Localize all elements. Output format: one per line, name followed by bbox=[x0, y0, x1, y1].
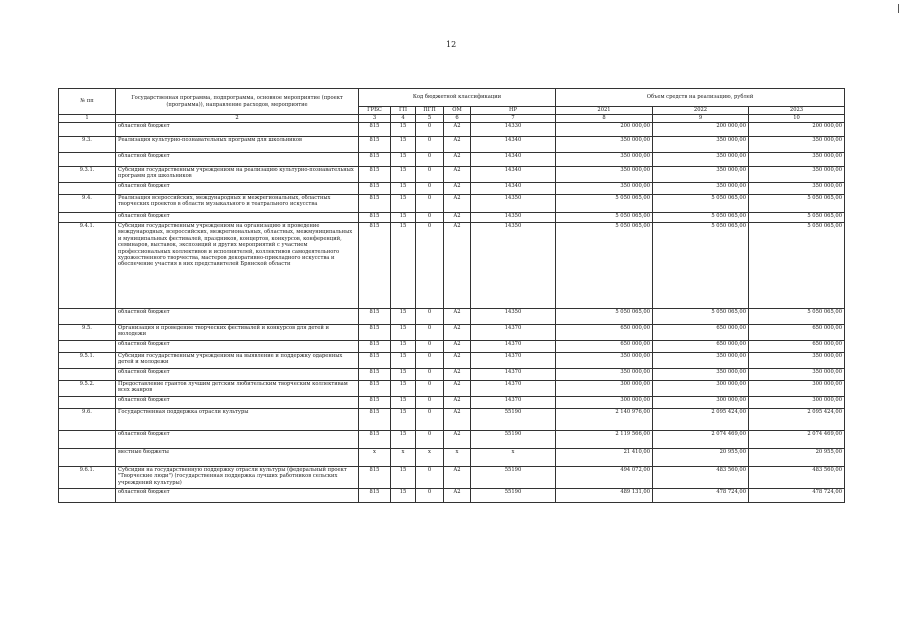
row-grbs-cell: 815 bbox=[359, 223, 391, 309]
row-gp-cell: 15 bbox=[391, 341, 416, 353]
row-amount-2023: 350 000,00 bbox=[749, 353, 845, 369]
row-gp-cell: 15 bbox=[391, 489, 416, 503]
row-pgp-cell: 0 bbox=[416, 213, 444, 223]
row-om-cell: А2 bbox=[444, 183, 471, 195]
row-om-cell: А2 bbox=[444, 325, 471, 341]
row-nr-cell: 55190 bbox=[471, 489, 556, 503]
row-pgp-cell: 0 bbox=[416, 153, 444, 167]
table-row bbox=[59, 431, 845, 449]
header-colnum-5: 5 bbox=[416, 115, 444, 123]
row-name-cell: областной бюджет bbox=[116, 183, 359, 195]
table-row bbox=[59, 223, 845, 309]
row-pgp-cell: 0 bbox=[416, 353, 444, 369]
row-name-cell: областной бюджет bbox=[116, 123, 359, 137]
table-row bbox=[59, 123, 845, 137]
row-amount-2022: 2 095 424,00 bbox=[653, 409, 749, 431]
row-amount-2023: 300 000,00 bbox=[749, 381, 845, 397]
header-colnum-8: 8 bbox=[556, 115, 653, 123]
row-om-cell: x bbox=[444, 449, 471, 467]
row-pgp-cell: 0 bbox=[416, 167, 444, 183]
row-amount-2021: 200 000,00 bbox=[556, 123, 653, 137]
row-pgp-cell: 0 bbox=[416, 325, 444, 341]
row-amount-2021: 5 050 065,00 bbox=[556, 195, 653, 213]
header-year-2022: 2022 bbox=[653, 107, 749, 115]
row-amount-2023: 483 560,00 bbox=[749, 467, 845, 489]
row-pgp-cell: 0 bbox=[416, 223, 444, 309]
row-amount-2023: 478 724,00 bbox=[749, 489, 845, 503]
row-nr-cell: 14370 bbox=[471, 341, 556, 353]
header-colnum-3: 3 bbox=[359, 115, 391, 123]
row-amount-2021: 5 050 065,00 bbox=[556, 223, 653, 309]
row-pgp-cell: 0 bbox=[416, 309, 444, 325]
row-num-cell: 9.3. bbox=[59, 137, 116, 153]
row-name-cell: областной бюджет bbox=[116, 369, 359, 381]
row-name-cell: Организация и проведение творческих фестивалей и конкурсов для детей и молодежи bbox=[116, 325, 359, 341]
row-nr-cell: 14350 bbox=[471, 223, 556, 309]
table-row bbox=[59, 153, 845, 167]
row-nr-cell: 14340 bbox=[471, 153, 556, 167]
row-gp-cell: 15 bbox=[391, 167, 416, 183]
row-gp-cell: 15 bbox=[391, 431, 416, 449]
row-gp-cell: 15 bbox=[391, 213, 416, 223]
row-amount-2023: 350 000,00 bbox=[749, 153, 845, 167]
row-gp-cell: 15 bbox=[391, 381, 416, 397]
row-amount-2021: 494 072,00 bbox=[556, 467, 653, 489]
row-grbs-cell: 815 bbox=[359, 341, 391, 353]
row-grbs-cell: 815 bbox=[359, 369, 391, 381]
row-om-cell: А2 bbox=[444, 137, 471, 153]
row-nr-cell: 14350 bbox=[471, 309, 556, 325]
header-num: № пп bbox=[59, 89, 116, 115]
row-num-cell bbox=[59, 397, 116, 409]
header-grbs: ГРБС bbox=[359, 107, 391, 115]
row-num-cell bbox=[59, 341, 116, 353]
row-amount-2022: 5 050 065,00 bbox=[653, 223, 749, 309]
row-pgp-cell: 0 bbox=[416, 467, 444, 489]
row-pgp-cell: 0 bbox=[416, 369, 444, 381]
row-om-cell: А2 bbox=[444, 153, 471, 167]
row-grbs-cell: 815 bbox=[359, 153, 391, 167]
header-colnum-2: 2 bbox=[116, 115, 359, 123]
row-gp-cell: 15 bbox=[391, 137, 416, 153]
row-pgp-cell: 0 bbox=[416, 489, 444, 503]
header-codes-group: Код бюджетной классификации bbox=[359, 89, 556, 107]
header-year-2021: 2021 bbox=[556, 107, 653, 115]
header-colnum-10: 10 bbox=[749, 115, 845, 123]
row-nr-cell: 14370 bbox=[471, 353, 556, 369]
row-pgp-cell: 0 bbox=[416, 431, 444, 449]
table-body bbox=[59, 123, 845, 503]
table-row bbox=[59, 183, 845, 195]
row-pgp-cell: 0 bbox=[416, 137, 444, 153]
row-grbs-cell: 815 bbox=[359, 183, 391, 195]
row-name-cell: областной бюджет bbox=[116, 489, 359, 503]
row-amount-2021: 350 000,00 bbox=[556, 369, 653, 381]
row-amount-2022: 483 560,00 bbox=[653, 467, 749, 489]
row-pgp-cell: 0 bbox=[416, 341, 444, 353]
row-amount-2021: 5 050 065,00 bbox=[556, 309, 653, 325]
budget-table-container bbox=[58, 88, 844, 503]
row-pgp-cell: 0 bbox=[416, 183, 444, 195]
row-name-cell: Субсидии на государственную поддержку отрасли культуры (федеральный проект "Творческие люди") (государственная поддержка лучших работников сельских учреждений культуры) bbox=[116, 467, 359, 489]
row-amount-2021: 650 000,00 bbox=[556, 341, 653, 353]
row-om-cell: А2 bbox=[444, 369, 471, 381]
row-amount-2021: 350 000,00 bbox=[556, 167, 653, 183]
row-amount-2022: 350 000,00 bbox=[653, 369, 749, 381]
row-num-cell bbox=[59, 489, 116, 503]
row-num-cell: 9.4. bbox=[59, 195, 116, 213]
row-name-cell: Субсидии государственным учреждениям на реализацию культурно-познавательных программ для школьников bbox=[116, 167, 359, 183]
row-name-cell: областной бюджет bbox=[116, 431, 359, 449]
row-name-cell: областной бюджет bbox=[116, 153, 359, 167]
row-amount-2023: 5 050 065,00 bbox=[749, 223, 845, 309]
row-num-cell: 9.4.1. bbox=[59, 223, 116, 309]
row-gp-cell: 15 bbox=[391, 397, 416, 409]
table-row bbox=[59, 381, 845, 397]
row-gp-cell: 15 bbox=[391, 223, 416, 309]
row-gp-cell: 15 bbox=[391, 153, 416, 167]
row-num-cell: 9.6.1. bbox=[59, 467, 116, 489]
row-gp-cell: 15 bbox=[391, 369, 416, 381]
table-row bbox=[59, 449, 845, 467]
table-row bbox=[59, 167, 845, 183]
row-om-cell: А2 bbox=[444, 381, 471, 397]
row-amount-2023: 350 000,00 bbox=[749, 369, 845, 381]
row-om-cell: А2 bbox=[444, 223, 471, 309]
row-amount-2022: 300 000,00 bbox=[653, 381, 749, 397]
row-amount-2023: 650 000,00 bbox=[749, 325, 845, 341]
header-funds-group: Объем средств на реализацию, рублей bbox=[556, 89, 845, 107]
header-gp: ГП bbox=[391, 107, 416, 115]
row-name-cell: Субсидии государственным учреждениям на выявление и поддержку одаренных детей и молодежи bbox=[116, 353, 359, 369]
row-name-cell: местные бюджеты bbox=[116, 449, 359, 467]
row-amount-2021: 350 000,00 bbox=[556, 137, 653, 153]
table-row bbox=[59, 409, 845, 431]
row-pgp-cell: 0 bbox=[416, 195, 444, 213]
row-amount-2021: 21 410,00 bbox=[556, 449, 653, 467]
row-gp-cell: 15 bbox=[391, 409, 416, 431]
row-num-cell: 9.3.1. bbox=[59, 167, 116, 183]
row-amount-2021: 5 050 065,00 bbox=[556, 213, 653, 223]
row-amount-2023: 5 050 065,00 bbox=[749, 195, 845, 213]
row-num-cell: 9.5.2. bbox=[59, 381, 116, 397]
row-nr-cell: 14370 bbox=[471, 325, 556, 341]
row-om-cell: А2 bbox=[444, 213, 471, 223]
row-pgp-cell: x bbox=[416, 449, 444, 467]
row-num-cell bbox=[59, 153, 116, 167]
header-year-2023: 2023 bbox=[749, 107, 845, 115]
row-om-cell: А2 bbox=[444, 353, 471, 369]
row-nr-cell: 14340 bbox=[471, 137, 556, 153]
header-colnum-4: 4 bbox=[391, 115, 416, 123]
header-colnum-1: 1 bbox=[59, 115, 116, 123]
row-num-cell: 9.6. bbox=[59, 409, 116, 431]
row-gp-cell: 15 bbox=[391, 195, 416, 213]
table-row bbox=[59, 195, 845, 213]
row-grbs-cell: 815 bbox=[359, 381, 391, 397]
row-num-cell: 9.5.1. bbox=[59, 353, 116, 369]
row-om-cell: А2 bbox=[444, 167, 471, 183]
row-grbs-cell: 815 bbox=[359, 489, 391, 503]
row-nr-cell: x bbox=[471, 449, 556, 467]
row-nr-cell: 55190 bbox=[471, 467, 556, 489]
row-name-cell: областной бюджет bbox=[116, 309, 359, 325]
row-num-cell bbox=[59, 123, 116, 137]
row-name-cell: областной бюджет bbox=[116, 341, 359, 353]
row-grbs-cell: 815 bbox=[359, 431, 391, 449]
row-amount-2021: 2 119 566,00 bbox=[556, 431, 653, 449]
row-name-cell: Государственная поддержка отрасли культуры bbox=[116, 409, 359, 431]
row-num-cell bbox=[59, 183, 116, 195]
header-om: ОМ bbox=[444, 107, 471, 115]
row-amount-2022: 20 955,00 bbox=[653, 449, 749, 467]
row-num-cell bbox=[59, 449, 116, 467]
row-amount-2022: 350 000,00 bbox=[653, 137, 749, 153]
row-pgp-cell: 0 bbox=[416, 123, 444, 137]
row-amount-2023: 650 000,00 bbox=[749, 341, 845, 353]
row-amount-2022: 478 724,00 bbox=[653, 489, 749, 503]
row-num-cell bbox=[59, 369, 116, 381]
row-nr-cell: 55190 bbox=[471, 409, 556, 431]
row-amount-2023: 350 000,00 bbox=[749, 137, 845, 153]
row-amount-2022: 650 000,00 bbox=[653, 325, 749, 341]
row-amount-2022: 5 050 065,00 bbox=[653, 213, 749, 223]
table-row bbox=[59, 341, 845, 353]
row-num-cell bbox=[59, 213, 116, 223]
row-amount-2022: 350 000,00 bbox=[653, 167, 749, 183]
row-grbs-cell: 815 bbox=[359, 353, 391, 369]
row-gp-cell: 15 bbox=[391, 309, 416, 325]
row-amount-2023: 350 000,00 bbox=[749, 183, 845, 195]
row-amount-2022: 5 050 065,00 bbox=[653, 195, 749, 213]
row-nr-cell: 14330 bbox=[471, 123, 556, 137]
row-grbs-cell: 815 bbox=[359, 167, 391, 183]
row-nr-cell: 14370 bbox=[471, 381, 556, 397]
row-grbs-cell: x bbox=[359, 449, 391, 467]
row-num-cell bbox=[59, 431, 116, 449]
page-number: 12 bbox=[446, 40, 457, 49]
table-row bbox=[59, 213, 845, 223]
row-om-cell: А2 bbox=[444, 409, 471, 431]
row-grbs-cell: 815 bbox=[359, 467, 391, 489]
row-num-cell bbox=[59, 309, 116, 325]
row-name-cell: областной бюджет bbox=[116, 213, 359, 223]
table-row bbox=[59, 489, 845, 503]
row-amount-2023: 2 095 424,00 bbox=[749, 409, 845, 431]
row-grbs-cell: 815 bbox=[359, 325, 391, 341]
row-nr-cell: 14340 bbox=[471, 183, 556, 195]
row-gp-cell: 15 bbox=[391, 183, 416, 195]
row-pgp-cell: 0 bbox=[416, 381, 444, 397]
table-row bbox=[59, 397, 845, 409]
row-om-cell: А2 bbox=[444, 467, 471, 489]
header-pgp: ПГП bbox=[416, 107, 444, 115]
row-om-cell: А2 bbox=[444, 309, 471, 325]
table-row bbox=[59, 137, 845, 153]
row-grbs-cell: 815 bbox=[359, 213, 391, 223]
row-amount-2022: 300 000,00 bbox=[653, 397, 749, 409]
row-grbs-cell: 815 bbox=[359, 195, 391, 213]
row-amount-2022: 5 050 065,00 bbox=[653, 309, 749, 325]
table-row bbox=[59, 325, 845, 341]
row-grbs-cell: 815 bbox=[359, 397, 391, 409]
row-amount-2023: 350 000,00 bbox=[749, 167, 845, 183]
row-amount-2023: 5 050 065,00 bbox=[749, 309, 845, 325]
row-amount-2021: 300 000,00 bbox=[556, 397, 653, 409]
header-name: Государственная программа, подпрограмма, основное мероприятие (проект (программа)), направление расходов, мероприятие bbox=[116, 89, 359, 115]
row-amount-2022: 650 000,00 bbox=[653, 341, 749, 353]
row-om-cell: А2 bbox=[444, 123, 471, 137]
row-gp-cell: 15 bbox=[391, 123, 416, 137]
row-amount-2023: 2 074 469,00 bbox=[749, 431, 845, 449]
table-row bbox=[59, 353, 845, 369]
row-grbs-cell: 815 bbox=[359, 137, 391, 153]
row-name-cell: Реализация всероссийских, международных и межрегиональных, областных творческих проектов в области музыкального и театрального искусства bbox=[116, 195, 359, 213]
row-amount-2022: 200 000,00 bbox=[653, 123, 749, 137]
row-nr-cell: 14370 bbox=[471, 397, 556, 409]
row-om-cell: А2 bbox=[444, 431, 471, 449]
row-amount-2021: 489 131,00 bbox=[556, 489, 653, 503]
row-amount-2023: 200 000,00 bbox=[749, 123, 845, 137]
row-amount-2023: 20 955,00 bbox=[749, 449, 845, 467]
table-row bbox=[59, 369, 845, 381]
row-nr-cell: 14370 bbox=[471, 369, 556, 381]
row-grbs-cell: 815 bbox=[359, 123, 391, 137]
header-colnum-7: 7 bbox=[471, 115, 556, 123]
row-gp-cell: 15 bbox=[391, 325, 416, 341]
row-pgp-cell: 0 bbox=[416, 397, 444, 409]
row-amount-2023: 300 000,00 bbox=[749, 397, 845, 409]
row-amount-2023: 5 050 065,00 bbox=[749, 213, 845, 223]
row-om-cell: А2 bbox=[444, 195, 471, 213]
row-name-cell: Субсидии государственным учреждениям на организацию и проведение международных, всероссийских, межрегиональных, областных, межмуниципальных и муниципальных фестивалей, праздников, концертов, конкурсов, конференций, семинаров, выставок, экспозиций и других мероприятий с участием профессиональных коллективов и исполнителей, коллективов самодеятельного художественного творчества, мастеров декоративно-прикладного искусства и обеспечение участия в них представителей Брянской области bbox=[116, 223, 359, 309]
row-num-cell: 9.5. bbox=[59, 325, 116, 341]
row-amount-2021: 2 140 976,00 bbox=[556, 409, 653, 431]
row-amount-2021: 350 000,00 bbox=[556, 183, 653, 195]
row-grbs-cell: 815 bbox=[359, 309, 391, 325]
budget-table bbox=[58, 88, 845, 503]
row-gp-cell: 15 bbox=[391, 467, 416, 489]
row-gp-cell: 15 bbox=[391, 353, 416, 369]
row-amount-2021: 650 000,00 bbox=[556, 325, 653, 341]
scan-edge-mark bbox=[898, 4, 899, 13]
row-nr-cell: 14350 bbox=[471, 195, 556, 213]
row-om-cell: А2 bbox=[444, 489, 471, 503]
row-om-cell: А2 bbox=[444, 397, 471, 409]
row-nr-cell: 55190 bbox=[471, 431, 556, 449]
row-amount-2022: 2 074 469,00 bbox=[653, 431, 749, 449]
row-gp-cell: x bbox=[391, 449, 416, 467]
header-colnum-6: 6 bbox=[444, 115, 471, 123]
row-om-cell: А2 bbox=[444, 341, 471, 353]
row-name-cell: Предоставление грантов лучшим детским любительским творческим коллективам всех жанров bbox=[116, 381, 359, 397]
row-amount-2021: 300 000,00 bbox=[556, 381, 653, 397]
row-amount-2021: 350 000,00 bbox=[556, 153, 653, 167]
header-colnum-9: 9 bbox=[653, 115, 749, 123]
row-pgp-cell: 0 bbox=[416, 409, 444, 431]
table-row bbox=[59, 309, 845, 325]
row-amount-2022: 350 000,00 bbox=[653, 353, 749, 369]
row-nr-cell: 14350 bbox=[471, 213, 556, 223]
row-amount-2022: 350 000,00 bbox=[653, 153, 749, 167]
row-name-cell: Реализация культурно-познавательных программ для школьников bbox=[116, 137, 359, 153]
row-nr-cell: 14340 bbox=[471, 167, 556, 183]
row-grbs-cell: 815 bbox=[359, 409, 391, 431]
row-amount-2022: 350 000,00 bbox=[653, 183, 749, 195]
header-nr: НР bbox=[471, 107, 556, 115]
row-name-cell: областной бюджет bbox=[116, 397, 359, 409]
row-amount-2021: 350 000,00 bbox=[556, 353, 653, 369]
table-row bbox=[59, 467, 845, 489]
